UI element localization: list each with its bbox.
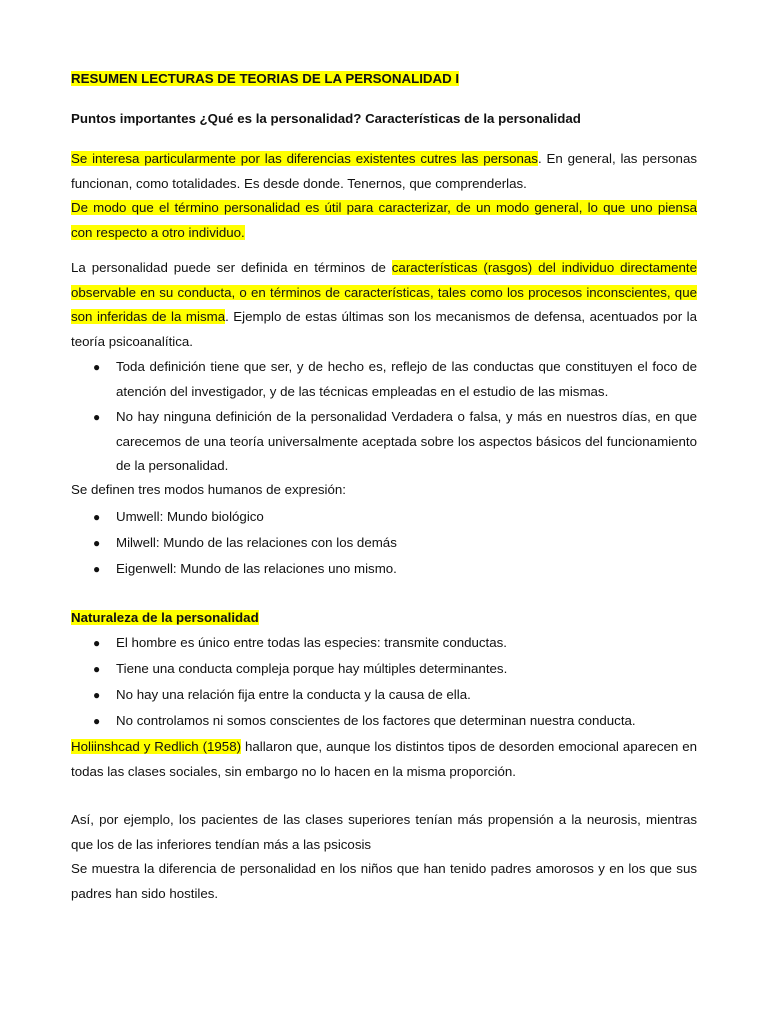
modos-list bbox=[71, 504, 697, 582]
heading-highlight: Naturaleza de la personalidad bbox=[71, 610, 259, 625]
list-item: ● Tiene una conducta compleja porque hay múltiples determinantes. bbox=[71, 656, 697, 682]
document-subtitle: Puntos importantes ¿Qué es la personalidad? Características de la personalidad bbox=[71, 111, 581, 126]
paragraph-4: Así, por ejemplo, los pacientes de las clases superiores tenían más propensión a la neurosis, mientras que los de las inferiores tendían más a las psicosis bbox=[71, 812, 697, 852]
list-item: ● Toda definición tiene que ser, y de hecho es, reflejo de las conductas que constituyen el foco de atención del investigador, y de las técnicas empleadas en el estudio de las mismas. bbox=[71, 355, 697, 404]
bullet-icon: ● bbox=[93, 714, 101, 728]
paragraph-5: Se muestra la diferencia de personalidad en los niños que han tenido padres amorosos y en los que sus padres han sido hostiles. bbox=[71, 861, 697, 901]
section-heading bbox=[71, 610, 259, 625]
bullet-icon: ● bbox=[93, 360, 101, 374]
title-highlight: RESUMEN LECTURAS DE TEORIAS DE LA PERSONALIDAD I bbox=[71, 71, 460, 86]
list-item: ● Umwell: Mundo biológico bbox=[71, 504, 697, 530]
paragraph-3 bbox=[71, 735, 697, 784]
body-text: La personalidad puede ser definida en términos de bbox=[71, 260, 392, 275]
list-item: ● Milwell: Mundo de las relaciones con los demás bbox=[71, 530, 697, 556]
document-title bbox=[71, 71, 459, 86]
list-item: ● El hombre es único entre todas las especies: transmite conductas. bbox=[71, 630, 697, 656]
list-item: ● Eigenwell: Mundo de las relaciones uno mismo. bbox=[71, 556, 697, 582]
list-item: ● No controlamos ni somos conscientes de los factores que determinan nuestra conducta. bbox=[71, 708, 697, 734]
body-text: . En general, las personas funcionan, como totalidades. Es desde donde. Tenernos, que comprenderlas. bbox=[71, 151, 697, 191]
bullet-icon: ● bbox=[93, 636, 101, 650]
paragraph-1 bbox=[71, 147, 697, 245]
highlight-text: características (rasgos) del individuo directamente observable en su conducta, o en términos de características, tales como los procesos inconscientes, que son inferidas de la misma bbox=[71, 260, 697, 324]
list-item: ● No hay ninguna definición de la personalidad Verdadera o falsa, y más en nuestros días, en que carecemos de una teoría universalmente aceptada sobre los aspectos básicos del funcionamiento de la personalidad. bbox=[71, 405, 697, 479]
highlight-text: Holiinshcad y Redlich (1958) bbox=[71, 739, 242, 754]
definition-bullets bbox=[71, 355, 697, 479]
highlight-text: Se interesa particularmente por las diferencias existentes cutres las personas bbox=[71, 151, 538, 166]
body-text: . Ejemplo de estas últimas son los mecanismos de defensa, acentuados por la teoría psicoanalítica. bbox=[71, 309, 698, 349]
naturaleza-list bbox=[71, 630, 697, 734]
bullet-icon: ● bbox=[93, 510, 101, 524]
bullet-icon: ● bbox=[93, 536, 101, 550]
bullet-icon: ● bbox=[93, 662, 101, 676]
paragraph-2 bbox=[71, 256, 697, 354]
highlight-text: De modo que el término personalidad es útil para caracterizar, de un modo general, lo que uno piensa con respecto a otro individuo. bbox=[71, 200, 697, 240]
bullet-icon: ● bbox=[93, 688, 101, 702]
modos-intro: Se definen tres modos humanos de expresión: bbox=[71, 482, 346, 497]
bullet-icon: ● bbox=[93, 562, 101, 576]
bullet-icon: ● bbox=[93, 410, 101, 424]
body-text: hallaron que, aunque los distintos tipos de desorden emocional aparecen en todas las clases sociales, sin embargo no lo hacen en la misma proporción. bbox=[71, 739, 698, 779]
list-item: ● No hay una relación fija entre la conducta y la causa de ella. bbox=[71, 682, 697, 708]
